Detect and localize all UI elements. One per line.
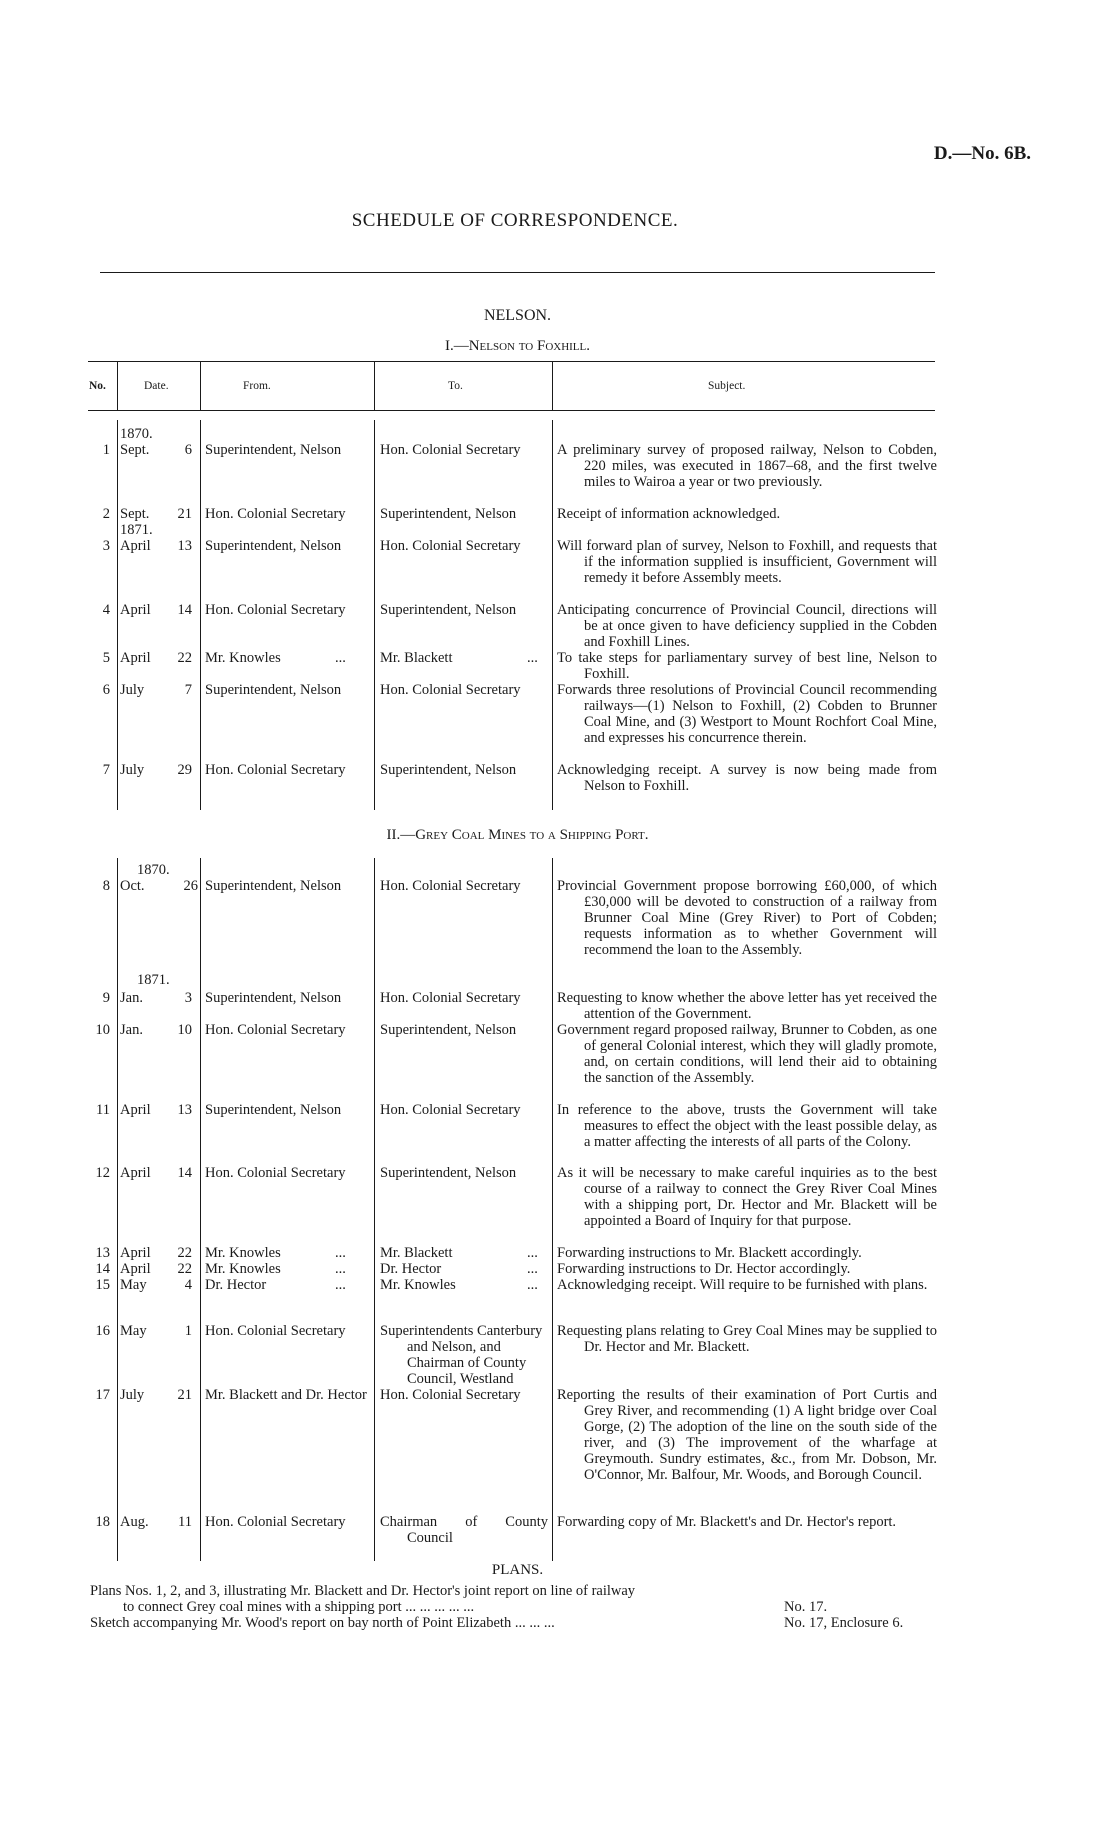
leader-dots: ... <box>335 1277 346 1293</box>
row-subject: Forwarding copy of Mr. Blackett's and Dr. Hector's report. <box>557 1514 897 1530</box>
row-month: Oct. <box>120 878 145 894</box>
plan-ref: No. 17. <box>784 1599 828 1615</box>
row-from: Superintendent, Nelson <box>205 682 342 698</box>
row-number: 9 <box>102 990 110 1006</box>
row-number: 15 <box>95 1277 110 1293</box>
row-from: Dr. Hector <box>205 1277 267 1293</box>
row-day: 21 <box>177 506 192 522</box>
row-to: Mr. Blackett <box>380 1245 453 1261</box>
row-to: Dr. Hector <box>380 1261 442 1277</box>
row-month: July <box>120 1387 145 1403</box>
row-subject: Government regard proposed railway, Brunner to Cobden, as one of general Colonial interest, which they will gladly promote, and, on certain conditions, will lend their aid to obtaining the sanction of the Assembly. <box>557 1022 937 1086</box>
title-rule <box>100 272 935 273</box>
column-header-to: To. <box>448 380 463 392</box>
row-month: Jan. <box>120 1022 143 1038</box>
row-from: Hon. Colonial Secretary <box>205 602 346 618</box>
row-day: 22 <box>177 1245 192 1261</box>
row-day: 22 <box>177 1261 192 1277</box>
row-to: Hon. Colonial Secretary <box>380 442 521 458</box>
column-header-no: No. <box>89 380 106 392</box>
row-to: Hon. Colonial Secretary <box>380 538 521 554</box>
column-rule <box>117 361 118 410</box>
row-to: Hon. Colonial Secretary <box>380 990 521 1006</box>
row-day: 26 <box>183 878 198 894</box>
row-to: Superintendent, Nelson <box>380 602 517 618</box>
row-month: July <box>120 762 145 778</box>
plan-line: Plans Nos. 1, 2, and 3, illustrating Mr. Blackett and Dr. Hector's joint report on line of railway <box>90 1583 636 1599</box>
row-month: Sept. <box>120 442 150 458</box>
row-year: 1871. <box>137 972 170 988</box>
row-from: Superintendent, Nelson <box>205 1102 342 1118</box>
row-day: 11 <box>178 1514 192 1530</box>
column-rule <box>200 858 201 1561</box>
row-month: April <box>120 1245 151 1261</box>
plan-line: to connect Grey coal mines with a shipping port ... ... ... ... ... <box>123 1599 475 1615</box>
plan-ref: No. 17, Enclosure 6. <box>784 1615 904 1631</box>
row-day: 1 <box>184 1323 192 1339</box>
row-subject: A preliminary survey of proposed railway, Nelson to Cobden, 220 miles, was executed in 1867–68, and the first twelve miles to Wairoa a year or two previously. <box>557 442 937 490</box>
row-number: 14 <box>95 1261 110 1277</box>
table-top-rule <box>88 361 935 362</box>
row-subject: Will forward plan of survey, Nelson to Foxhill, and requests that if the information supplied is insufficient, Government will remedy it before Assembly meets. <box>557 538 937 586</box>
leader-dots: ... <box>335 1261 346 1277</box>
column-header-subject: Subject. <box>708 380 746 392</box>
leader-dots: ... <box>527 1277 538 1293</box>
row-number: 2 <box>102 506 110 522</box>
row-to: Hon. Colonial Secretary <box>380 1102 521 1118</box>
row-day: 29 <box>177 762 192 778</box>
row-subject: In reference to the above, trusts the Government will take measures to effect the object with the least possible delay, as a matter affecting the interests of all parts of the Colony. <box>557 1102 937 1150</box>
row-to: Superintendent, Nelson <box>380 762 517 778</box>
row-month: April <box>120 1165 151 1181</box>
row-from: Mr. Knowles <box>205 1245 281 1261</box>
column-rule <box>200 361 201 410</box>
row-day: 22 <box>177 650 192 666</box>
row-month: May <box>120 1277 147 1293</box>
row-month: April <box>120 538 151 554</box>
column-header-date: Date. <box>144 380 169 392</box>
row-month: April <box>120 1261 151 1277</box>
row-from: Hon. Colonial Secretary <box>205 1022 346 1038</box>
row-from: Superintendent, Nelson <box>205 442 342 458</box>
row-number: 8 <box>102 878 110 894</box>
row-subject: Anticipating concurrence of Provincial Council, directions will be at once given to have deficiency supplied in the Cobden and Foxhill Lines. <box>557 602 937 650</box>
row-to: Superintendent, Nelson <box>380 1165 517 1181</box>
row-day: 10 <box>177 1022 192 1038</box>
leader-dots: ... <box>527 1245 538 1261</box>
row-year: 1870. <box>137 862 170 878</box>
row-number: 11 <box>96 1102 110 1118</box>
row-from: Superintendent, Nelson <box>205 990 342 1006</box>
row-number: 17 <box>95 1387 110 1403</box>
row-number: 1 <box>102 442 110 458</box>
row-month: April <box>120 650 151 666</box>
leader-dots: ... <box>335 1245 346 1261</box>
column-rule <box>117 858 118 1561</box>
row-from: Hon. Colonial Secretary <box>205 1323 346 1339</box>
header-bottom-rule <box>88 410 935 411</box>
row-day: 13 <box>177 538 192 554</box>
column-rule <box>552 420 553 810</box>
row-to: Hon. Colonial Secretary <box>380 1387 521 1403</box>
row-subject: Forwards three resolutions of Provincial Council recommending railways—(1) Nelson to Foxhill, (2) Cobden to Brunner Coal Mine, and (3) Westport to Mount Rochfort Coal Mine, and expresses his concurrence therein. <box>557 682 937 746</box>
row-from: Hon. Colonial Secretary <box>205 762 346 778</box>
row-subject: Requesting to know whether the above letter has yet received the attention of the Government. <box>557 990 937 1022</box>
row-to: Mr. Blackett <box>380 650 453 666</box>
row-subject: Acknowledging receipt. A survey is now being made from Nelson to Foxhill. <box>557 762 937 794</box>
leader-dots: ... <box>335 650 346 666</box>
leader-dots: ... <box>527 650 538 666</box>
column-rule <box>374 361 375 410</box>
row-to: Superintendent, Nelson <box>380 1022 517 1038</box>
row-day: 14 <box>177 602 192 618</box>
row-month: May <box>120 1323 147 1339</box>
row-day: 3 <box>184 990 192 1006</box>
row-subject: Forwarding instructions to Dr. Hector accordingly. <box>557 1261 851 1277</box>
row-from: Mr. Blackett and Dr. Hector <box>205 1387 367 1403</box>
row-day: 13 <box>177 1102 192 1118</box>
row-to: Superintendents Canterbury and Nelson, and Chairman of County Council, Westland <box>380 1323 543 1387</box>
row-number: 13 <box>95 1245 110 1261</box>
column-rule <box>552 858 553 1561</box>
row-day: 7 <box>184 682 192 698</box>
column-rule <box>374 858 375 1561</box>
row-day: 4 <box>184 1277 192 1293</box>
column-rule <box>374 420 375 810</box>
row-from: Mr. Knowles <box>205 650 281 666</box>
page-title: SCHEDULE OF CORRESPONDENCE. <box>351 210 679 231</box>
row-day: 6 <box>184 442 192 458</box>
section-heading-1: I.—Nelson to Foxhill. <box>444 338 590 354</box>
row-number: 5 <box>102 650 110 666</box>
row-from: Hon. Colonial Secretary <box>205 506 346 522</box>
plans-heading: PLANS. <box>491 1562 544 1578</box>
row-subject: As it will be necessary to make careful inquiries as to the best course of a railway to connect the Grey River Coal Mines with a shipping port, Dr. Hector and Mr. Blackett will be appointed a Board of Inquiry for that purpose. <box>557 1165 937 1229</box>
row-to: Chairman of County Council <box>380 1514 548 1546</box>
row-to: Hon. Colonial Secretary <box>380 682 521 698</box>
row-number: 4 <box>102 602 110 618</box>
document-reference: D.—No. 6B. <box>933 143 1031 164</box>
row-month: Sept. <box>120 506 150 522</box>
row-year: 1871. <box>120 522 153 538</box>
row-number: 7 <box>102 762 110 778</box>
row-subject: Provincial Government propose borrowing £60,000, of which £30,000 will be devoted to construction of a railway from Brunner Coal Mine (Grey River) to Port of Cobden; requests information as to whether Government will recommend the loan to the Assembly. <box>557 878 937 958</box>
row-day: 14 <box>177 1165 192 1181</box>
column-rule <box>200 420 201 810</box>
row-month: April <box>120 602 151 618</box>
region-heading: NELSON. <box>483 307 552 324</box>
row-subject: Acknowledging receipt. Will require to be furnished with plans. <box>557 1277 928 1293</box>
row-from: Superintendent, Nelson <box>205 538 342 554</box>
row-number: 6 <box>102 682 110 698</box>
column-header-from: From. <box>243 380 271 392</box>
row-to: Hon. Colonial Secretary <box>380 878 521 894</box>
row-to: Superintendent, Nelson <box>380 506 517 522</box>
section-heading-2: II.—Grey Coal Mines to a Shipping Port. <box>386 827 649 843</box>
column-rule <box>117 420 118 810</box>
row-number: 12 <box>95 1165 110 1181</box>
column-rule <box>552 361 553 410</box>
row-to: Mr. Knowles <box>380 1277 456 1293</box>
row-from: Hon. Colonial Secretary <box>205 1165 346 1181</box>
row-from: Superintendent, Nelson <box>205 878 342 894</box>
row-year: 1870. <box>120 426 153 442</box>
row-number: 18 <box>95 1514 110 1530</box>
row-month: July <box>120 682 145 698</box>
row-number: 16 <box>95 1323 110 1339</box>
row-number: 3 <box>102 538 110 554</box>
leader-dots: ... <box>527 1261 538 1277</box>
row-from: Hon. Colonial Secretary <box>205 1514 346 1530</box>
row-subject: Forwarding instructions to Mr. Blackett accordingly. <box>557 1245 862 1261</box>
row-month: Aug. <box>120 1514 149 1530</box>
row-subject: Requesting plans relating to Grey Coal Mines may be supplied to Dr. Hector and Mr. Blackett. <box>557 1323 937 1355</box>
row-subject: Receipt of information acknowledged. <box>557 506 781 522</box>
row-month: Jan. <box>120 990 143 1006</box>
row-subject: To take steps for parliamentary survey of best line, Nelson to Foxhill. <box>557 650 937 682</box>
row-number: 10 <box>95 1022 110 1038</box>
row-month: April <box>120 1102 151 1118</box>
row-day: 21 <box>177 1387 192 1403</box>
plan-line: Sketch accompanying Mr. Wood's report on bay north of Point Elizabeth ... ... ... <box>90 1615 555 1631</box>
row-from: Mr. Knowles <box>205 1261 281 1277</box>
row-subject: Reporting the results of their examination of Port Curtis and Grey River, and recommending (1) A light bridge over Coal Gorge, (2) The adoption of the line on the south side of the river, and (3) The improvement of the wharfage at Greymouth. Sundry estimates, &c., from Mr. Dobson, Mr. O'Connor, Mr. Balfour, Mr. Woods, and Borough Council. <box>557 1387 937 1483</box>
